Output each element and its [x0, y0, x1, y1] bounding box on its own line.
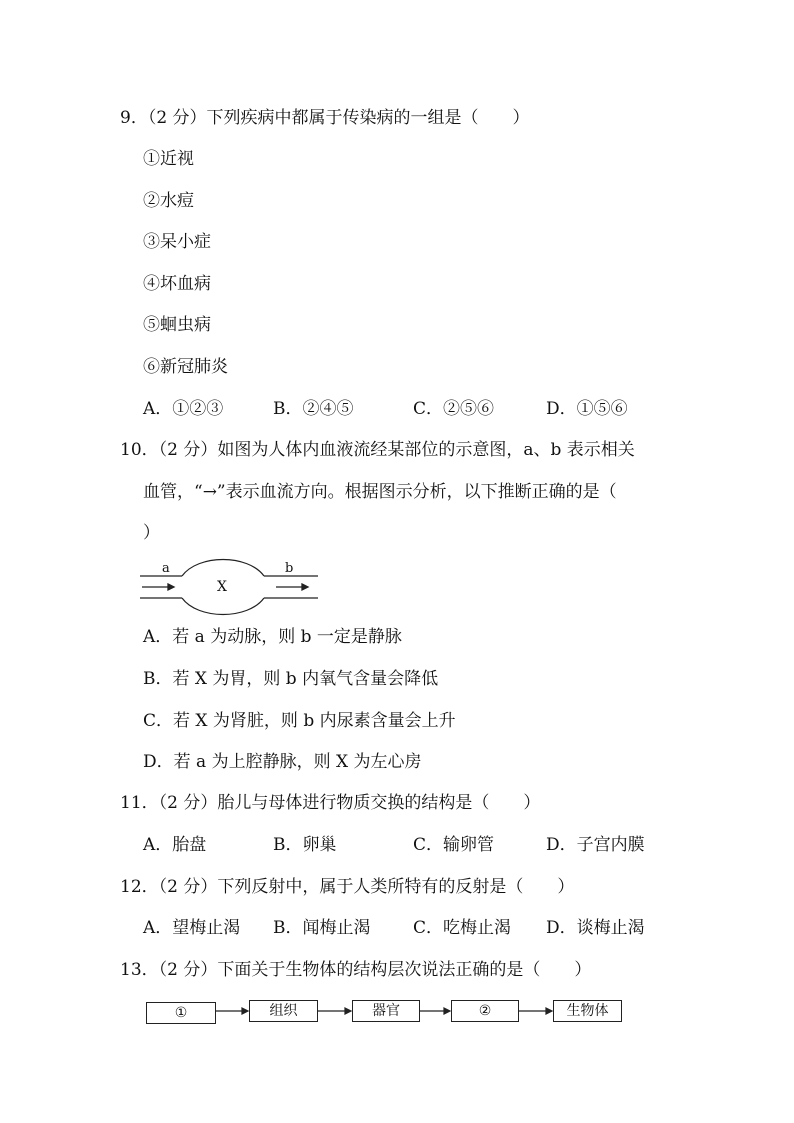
q12-option-a: A．望梅止渴: [143, 918, 241, 938]
q10-option-d: D．若 a 为上腔静脉，则 X 为左心房: [143, 752, 422, 772]
q11-option-c: C．输卵管: [413, 835, 495, 855]
q11-option-b: B．卵巢: [273, 835, 337, 855]
flow-box-2: ②: [451, 1000, 519, 1022]
label-b: b: [285, 561, 294, 576]
q12-stem: 12．（2 分）下列反射中，属于人类所特有的反射是（ ）: [120, 877, 575, 897]
q9-stem: 9．（2 分）下列疾病中都属于传染病的一组是（ ）: [120, 108, 530, 128]
flow-box-organism: 生物体: [553, 1000, 622, 1022]
q9-item-3: ③呆小症: [143, 232, 211, 252]
q10-stem-line-1: 10．（2 分）如图为人体内血液流经某部位的示意图，a、b 表示相关: [120, 440, 635, 460]
flow-box-organ: 器官: [352, 1000, 420, 1022]
q9-item-4: ④坏血病: [143, 274, 211, 294]
label-x: X: [217, 579, 227, 595]
q9-option-b: B．②④⑤: [273, 399, 354, 419]
q9-option-d: D．①⑤⑥: [546, 399, 628, 419]
q12-option-b: B．闻梅止渴: [273, 918, 371, 938]
q10-option-a: A．若 a 为动脉，则 b 一定是静脉: [143, 627, 402, 647]
q11-option-d: D．子宫内膜: [546, 835, 645, 855]
flow-box-tissue: 组织: [249, 1000, 318, 1022]
q9-option-c: C．②⑤⑥: [413, 399, 495, 419]
q9-item-1: ①近视: [143, 149, 194, 169]
q10-stem-line-2: 血管，“→”表示血流方向。根据图示分析，以下推断正确的是（: [143, 482, 617, 502]
q10-stem-line-3: ）: [143, 523, 160, 543]
label-a: a: [162, 561, 170, 576]
q9-item-2: ②水痘: [143, 191, 194, 211]
q12-option-d: D．谈梅止渴: [546, 918, 645, 938]
q11-option-a: A．胎盘: [143, 835, 207, 855]
q9-option-a: A．①②③: [143, 399, 224, 419]
q9-item-5: ⑤蛔虫病: [143, 315, 211, 335]
q10-option-c: C．若 X 为肾脏，则 b 内尿素含量会上升: [143, 711, 456, 731]
q12-option-c: C．吃梅止渴: [413, 918, 512, 938]
q11-stem: 11．（2 分）胎儿与母体进行物质交换的结构是（ ）: [120, 793, 541, 813]
q13-stem: 13．（2 分）下面关于生物体的结构层次说法正确的是（ ）: [120, 960, 592, 980]
q9-item-6: ⑥新冠肺炎: [143, 357, 228, 377]
q10-option-b: B．若 X 为胃，则 b 内氧气含量会降低: [143, 669, 439, 689]
flow-box-1: ①: [146, 1002, 216, 1024]
